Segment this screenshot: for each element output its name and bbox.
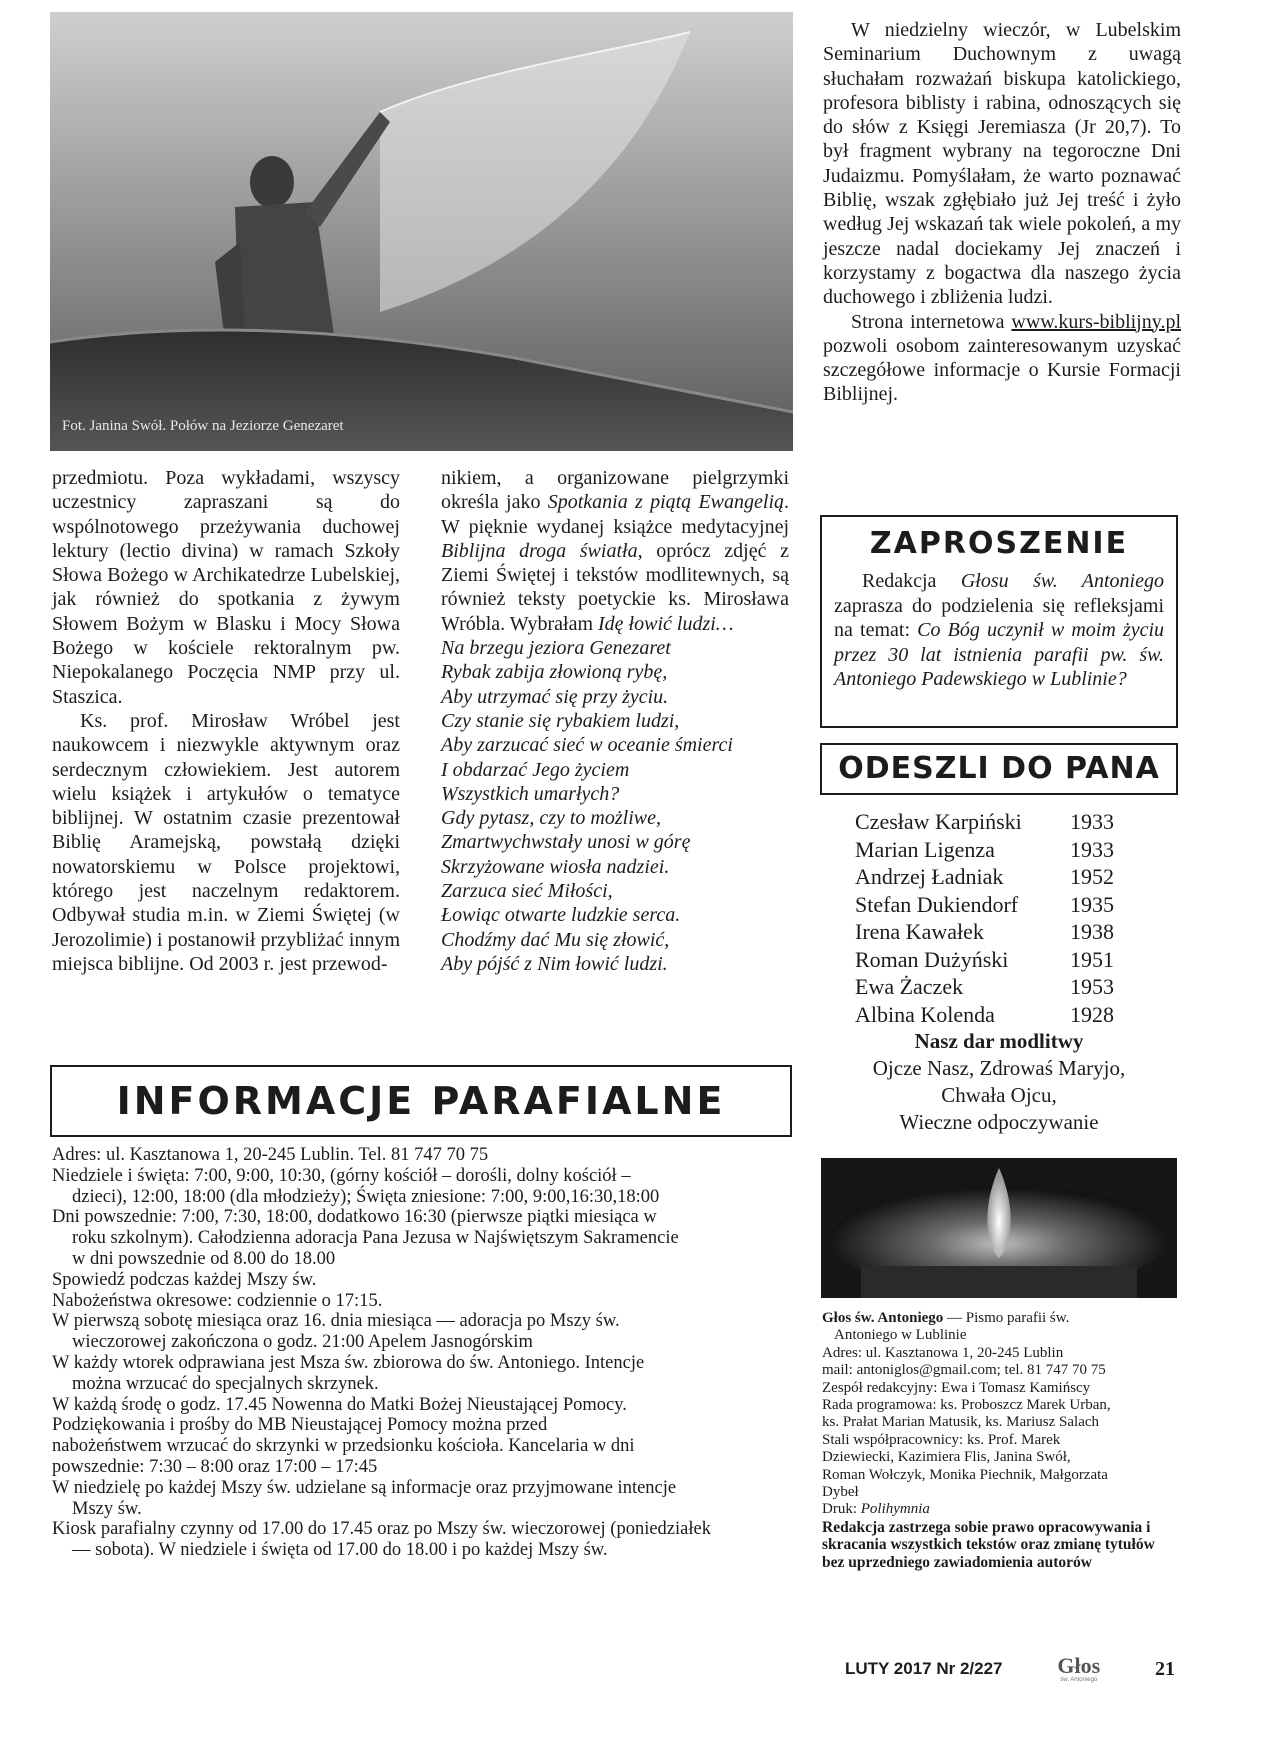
info-line: powszednie: 7:30 – 8:00 oraz 17:00 – 17:45: [52, 1456, 378, 1477]
colophon-line: ks. Prałat Marian Matusik, ks. Mariusz Salach: [822, 1414, 1100, 1431]
editorial-notice: Redakcja zastrzega sobie prawo opracowywania i skracania wszystkich tekstów oraz zmianę tytułów bez uprzedniego zawiadomienia autorów: [822, 1518, 1155, 1571]
info-line: Adres: ul. Kasztanowa 1, 20-245 Lublin. Tel. 81 747 70 75: [52, 1145, 489, 1165]
obituary-row: [855, 891, 1175, 919]
colophon-line: [822, 1501, 1178, 1518]
poem-line: Aby utrzymać się przy życiu.: [441, 685, 669, 708]
info-line: — sobota). W niedziele i święta od 17.00 do 18.00 i po każdej Mszy św.: [72, 1540, 608, 1561]
mid-italic-2: Biblijna droga światła: [441, 539, 638, 562]
right-paragraph-1: W niedzielny wieczór, w Lubelskim Seminarium Duchownym z uwagą słuchałam rozważań biskupa katolickiego, profesora biblisty i rabina, odnoszących się do słów z Księgi Jeremiasza (Jr 20,7). To był fragment wybrany na tegoroczne Dni Judaizmu. Pomyślałam, że warto poznawać Biblię, wszak zgłębiało już Jej treść i żyło według Jej wskazań tak wiele pokoleń, a my jeszcze nadal dociekamy Jej znaczeń i korzystamy z bogactwa dla naszego życia duchowego i zbliżenia ludzi.: [823, 19, 1181, 309]
obituary-row: [855, 973, 1175, 1001]
invitation-t1: Redakcja: [862, 570, 961, 592]
poem-line: Na brzegu jeziora Genezaret: [441, 637, 671, 660]
left-column: [52, 466, 400, 976]
poem: [441, 636, 789, 976]
middle-paragraph: [441, 466, 789, 636]
poem-line: Zmartwychwstały unosi w górę: [441, 831, 691, 854]
obituary-row: [855, 918, 1175, 946]
colophon-line: Dybeł: [822, 1484, 859, 1501]
mid-text-1: nikiem, a organizowane pielgrzymki określa jako: [441, 467, 789, 514]
obituary-list: [855, 808, 1175, 1028]
poem-line: Zarzuca sieć Miłości,: [441, 880, 613, 903]
obituary-row: [855, 946, 1175, 974]
deceased-name: Stefan Dukiendorf: [855, 891, 1019, 917]
colophon-line: Stali współpracownicy: ks. Prof. Marek: [822, 1431, 1061, 1448]
colophon-line: [822, 1310, 1178, 1327]
mid-text-2: . W pięknie wydanej książce medytacyjnej: [441, 491, 790, 538]
info-line: Podziękowania i prośby do MB Nieustającej Pomocy można przed: [52, 1415, 548, 1436]
poem-line: Wszystkich umarłych?: [441, 782, 620, 805]
obituary-row: [855, 808, 1175, 836]
candle-photo: [821, 1158, 1177, 1298]
info-line: Nabożeństwa okresowe: codziennie o 17:15.: [52, 1290, 383, 1311]
prayer-line: Wieczne odpoczywanie: [899, 1110, 1099, 1134]
logo-text: Głos: [1057, 1653, 1101, 1678]
fishing-photo: [50, 12, 793, 451]
prayer-line: Chwała Ojcu,: [941, 1083, 1057, 1107]
info-line: można wrzucać do specjalnych skrzynek.: [72, 1373, 379, 1394]
invitation-title: ZAPROSZENIE: [869, 526, 1129, 561]
info-line: W niedzielę po każdej Mszy św. udzielane są informacje oraz przyjmowane intencje: [52, 1477, 677, 1498]
deceased-year: 1953: [1070, 974, 1114, 999]
issue-label: LUTY 2017 Nr 2/227: [845, 1659, 1003, 1678]
photo-caption: Fot. Janina Swół. Połów na Jeziorze Genezaret: [62, 418, 344, 434]
invitation-box: [820, 515, 1178, 728]
left-paragraph-1: przedmiotu. Poza wykładami, wszyscy uczestnicy zapraszani są do wspólnotowego przeżywania duchowej lektury (lectio divina) w ramach Szkoły Słowa Bożego w Archikatedrze Lubelskiej, jak również do spotkania z żywym Słowem Bożym w Blasku i Mocy Słowa Bożego w kościele rektoralnym pw. Niepokalanego Poczęcia NMP przy ul. Staszica.: [52, 467, 400, 708]
info-line: Niedziele i święta: 7:00, 9:00, 10:30, (górny kościół – dorośli, dolny kościół –: [52, 1165, 631, 1186]
course-website-link[interactable]: www.kurs-biblijny.pl: [1011, 310, 1181, 333]
left-paragraph-2: Ks. prof. Mirosław Wróbel jest naukowcem i niezwykle aktywnym oraz serdecznym człowiekiem. Jest autorem wielu książek i artykułów o tematyce biblijnej. W ostatnim czasie prezentował Biblię Aramejską, powstałą dzięki nowatorskiemu w Polsce projektowi, którego jest naczelnym redaktorem. Odbywał studia m.in. w Ziemi Świętej (w Jerozolimie) i postanowił przybliżać innym miejsca biblijne. Od 2003 r. jest przewod-: [52, 709, 400, 975]
poem-line: Gdy pytasz, czy to możliwe,: [441, 807, 661, 830]
deceased-year: 1933: [1070, 809, 1114, 834]
poem-line: Skrzyżowane wiosła nadziei.: [441, 855, 670, 878]
info-line: roku szkolnym). Całodzienna adoracja Pana Jezusa w Najświętszym Sakramencie: [72, 1228, 679, 1249]
poem-line: I obdarzać Jego życiem: [441, 758, 630, 781]
info-line: Dni powszednie: 7:00, 7:30, 18:00, dodatkowo 16:30 (pierwsze piątki miesiąca w: [52, 1207, 657, 1228]
colophon-line: Dziewiecki, Kazimiera Flis, Janina Swół,: [822, 1449, 1071, 1466]
poem-line: Łowiąc otwarte ludzkie serca.: [441, 904, 681, 927]
magazine-logo: [1057, 1655, 1100, 1683]
deceased-year: 1928: [1070, 1001, 1114, 1027]
colophon-contact: mail: antoniglos@gmail.com; tel. 81 747 70 75: [822, 1362, 1106, 1379]
magazine-name: Głos św. Antoniego: [822, 1310, 944, 1326]
middle-column: [441, 466, 789, 976]
fishing-photo-image: [50, 12, 793, 451]
poem-line: Chodźmy dać Mu się złowić,: [441, 928, 670, 951]
info-line: W pierwszą sobotę miesiąca oraz 16. dnia miesiąca — adoracja po Mszy św.: [52, 1311, 620, 1332]
obituary-header-box: [820, 743, 1178, 795]
invitation-t2: zaprasza do podzielenia się refleksjami na temat:: [834, 594, 1164, 641]
druk-value: Polihymnia: [860, 1501, 930, 1518]
info-line: dzieci), 12:00, 18:00 (dla młodzieży); Święta zniesione: 7:00, 9:00,16:30,18:00: [72, 1186, 660, 1207]
info-line: nabożeństwem wrzucać do skrzynki w przedsionku kościoła. Kancelaria w dni: [52, 1436, 635, 1457]
deceased-year: 1933: [1070, 836, 1114, 862]
right-p2-end: pozwoli osobom zainteresowanym uzyskać szczegółowe informacje o Kursie Formacji Biblijnej.: [823, 334, 1181, 406]
deceased-name: Marian Ligenza: [855, 836, 995, 862]
info-title: INFORMACJE PARAFIALNE: [116, 1079, 726, 1123]
right-paragraph-2: [823, 310, 1181, 407]
deceased-year: 1952: [1070, 864, 1114, 889]
info-line: Spowiedź podczas każdej Mszy św.: [52, 1269, 317, 1290]
mid-italic-1: Spotkania z piątą Ewangelią: [547, 491, 785, 514]
obituary-row: [855, 863, 1175, 891]
druk-label: Druk:: [822, 1501, 861, 1518]
invitation-magazine: Głosu św. Antoniego: [960, 570, 1164, 592]
mid-text-3: , oprócz zdjęć z Ziemi Świętej i tekstów modlitewnych, są również teksty poetyckie ks. Mirosława Wróbla. Wybrałam: [441, 539, 789, 635]
deceased-name: Andrzej Ładniak: [855, 864, 1004, 889]
prayer-block: [820, 1028, 1178, 1136]
mid-italic-3: Idę łowić ludzi…: [598, 612, 734, 635]
obituary-row: [855, 1001, 1175, 1029]
poem-line: Aby zarzucać sieć w oceanie śmierci: [441, 734, 733, 757]
info-text: [52, 1145, 794, 1561]
deceased-name: Roman Dużyński: [855, 946, 1009, 972]
page-footer: [845, 1652, 1175, 1686]
obituary-title: ODESZLI DO PANA: [838, 751, 1160, 786]
colophon-line: Roman Wołczyk, Monika Piechnik, Małgorzata: [822, 1466, 1108, 1483]
right-top-column: [823, 18, 1181, 407]
deceased-year: 1938: [1070, 919, 1114, 944]
poem-line: Aby pójść z Nim łowić ludzi.: [441, 952, 668, 975]
deceased-name: Irena Kawałek: [855, 919, 984, 944]
info-line: W każdy wtorek odprawiana jest Msza św. zbiorowa do św. Antoniego. Intencje: [52, 1352, 645, 1373]
poem-line: Czy stanie się rybakiem ludzi,: [441, 709, 680, 732]
invitation-text: [834, 569, 1164, 692]
colophon-line: Zespół redakcyjny: Ewa i Tomasz Kamińscy: [822, 1379, 1091, 1396]
info-line: w dni powszednie od 8.00 do 18.00: [72, 1248, 336, 1269]
deceased-year: 1935: [1070, 891, 1114, 917]
obituary-row: [855, 836, 1175, 864]
poem-line: Rybak zabija złowioną rybę,: [441, 661, 668, 684]
deceased-name: Czesław Karpiński: [855, 809, 1022, 834]
prayer-line: Ojcze Nasz, Zdrowaś Maryjo,: [872, 1056, 1126, 1080]
info-line: W każdą środę o godz. 17.45 Nowenna do Matki Bożej Nieustającej Pomocy.: [52, 1394, 627, 1415]
info-line: Kiosk parafialny czynny od 17.00 do 17.45 oraz po Mszy św. wieczorowej (poniedziałek: [52, 1519, 711, 1540]
page-number: 21: [1154, 1657, 1175, 1680]
deceased-name: Ewa Żaczek: [855, 974, 964, 999]
colophon-line: Adres: ul. Kasztanowa 1, 20-245 Lublin: [822, 1344, 1064, 1361]
logo-subtext: św. Antoniego: [1060, 1677, 1098, 1683]
colophon-line: Rada programowa: ks. Proboszcz Marek Urban,: [822, 1397, 1111, 1414]
colophon-line: Antoniego w Lublinie: [834, 1327, 967, 1344]
deceased-name: Albina Kolenda: [855, 1001, 995, 1027]
info-line: Mszy św.: [72, 1498, 142, 1519]
info-title-box: [50, 1065, 792, 1137]
info-line: wieczorowej zakończona o godz. 21:00 Apelem Jasnogórskim: [72, 1332, 533, 1353]
prayer-title: Nasz dar modlitwy: [914, 1029, 1084, 1053]
right-p2-start: Strona internetowa: [851, 310, 1012, 333]
candle-image: [821, 1158, 1177, 1298]
deceased-year: 1951: [1070, 946, 1114, 972]
colophon-l1: — Pismo parafii św.: [943, 1310, 1070, 1326]
colophon: [822, 1310, 1178, 1571]
invitation-question: Co Bóg uczynił w moim życiu przez 30 lat istnienia parafii pw. św. Antoniego Padewskiego w Lublinie?: [834, 619, 1165, 690]
